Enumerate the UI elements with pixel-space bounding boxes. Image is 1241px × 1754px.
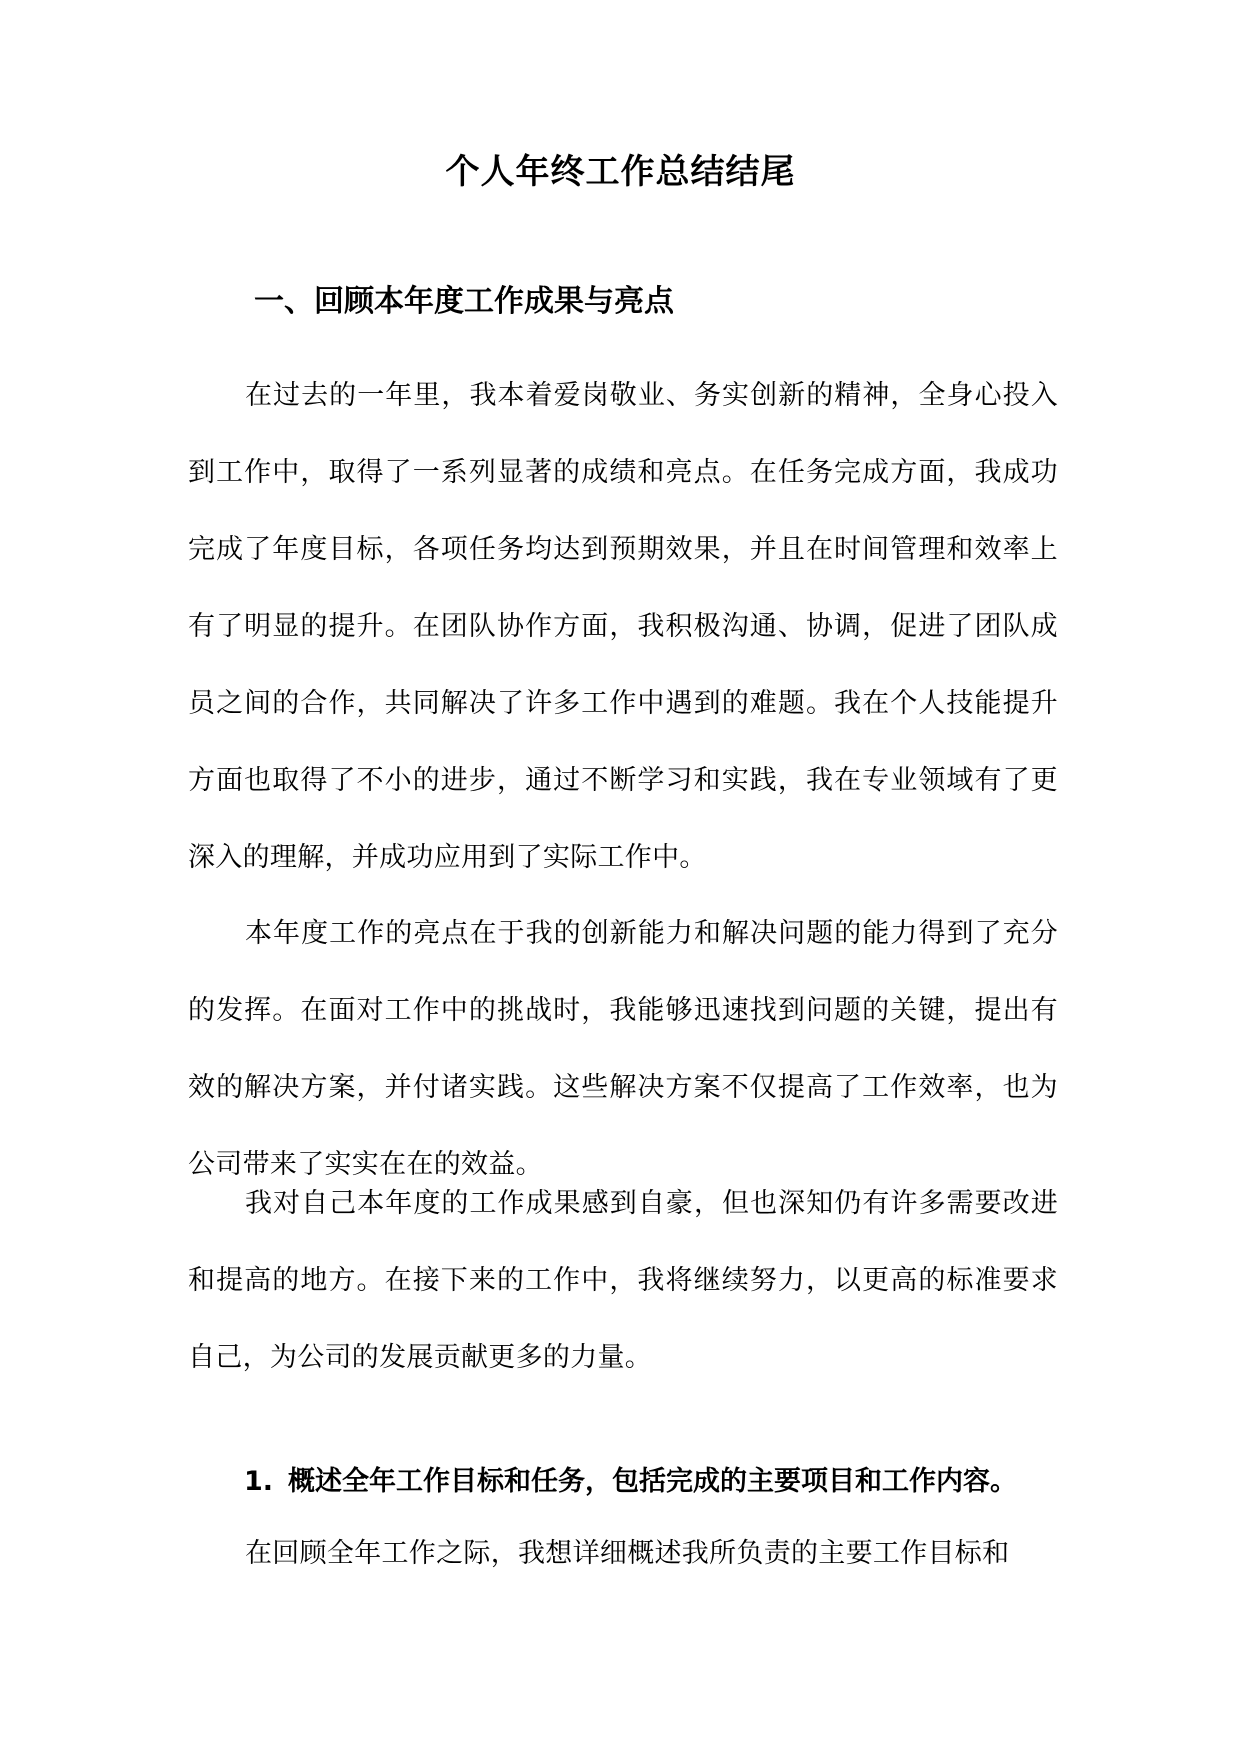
section-heading: 一、回顾本年度工作成果与亮点: [254, 284, 674, 319]
subsection-number: 1.: [244, 1466, 274, 1497]
body-paragraph: 我对自己本年度的工作成果感到自豪，但也深知仍有许多需要改进和提高的地方。在接下来的工作中，我将继续努力，以更高的标准要求自己，为公司的发展贡献更多的力量。: [188, 1188, 1058, 1373]
document-title: 个人年终工作总结结尾: [445, 152, 796, 192]
body-paragraph: 在回顾全年工作之际，我想详细概述我所负责的主要工作目标和: [245, 1538, 1010, 1569]
subsection-heading: [244, 1462, 1084, 1502]
body-paragraph: 本年度工作的亮点在于我的创新能力和解决问题的能力得到了充分的发挥。在面对工作中的挑战时，我能够迅速找到问题的关键，提出有效的解决方案，并付诸实践。这些解决方案不仅提高了工作效率，也为公司带来了实实在在的效益。: [188, 918, 1058, 1180]
body-paragraph: 在过去的一年里，我本着爱岗敬业、务实创新的精神，全身心投入到工作中，取得了一系列显著的成绩和亮点。在任务完成方面，我成功完成了年度目标，各项任务均达到预期效果，并且在时间管理和效率上有了明显的提升。在团队协作方面，我积极沟通、协调，促进了团队成员之间的合作，共同解决了许多工作中遇到的难题。我在个人技能提升方面也取得了不小的进步，通过不断学习和实践，我在专业领域有了更深入的理解，并成功应用到了实际工作中。: [188, 380, 1058, 873]
subsection-heading-text: 概述全年工作目标和任务，包括完成的主要项目和工作内容。: [288, 1466, 1017, 1497]
